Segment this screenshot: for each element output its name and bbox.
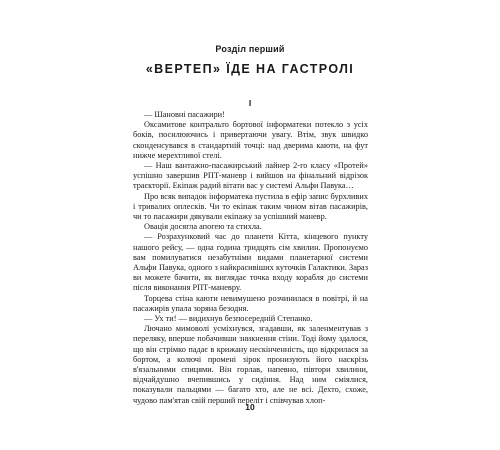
page-number: 10 (245, 402, 255, 412)
body-text (133, 110, 368, 406)
paragraph: — Розрахунковий час до планети Кітта, кінцевого пункту нашого рейсу, — одна година тридцять сім хвилин. Пропонуємо вам помилуватися незабутніми видами планетарної системи Альфи Павука, одного з найкрасивіших куточків Галактики. Зараз ви можете бачити, як виглядає точка входу корабля до системи після виконання РПТ-маневру. (133, 232, 368, 293)
paragraph: Оксамитове контральто бортової інформатеки потекло з усіх боків, посилюючись і привертаючи увагу. Втім, звук швидко сконденсувався в стандартній точці: над дверима каюти, на фут нижче мерехтливої стелі. (133, 120, 368, 160)
paragraph: — Наш вантажно-пасажирський лайнер 2-го класу «Протей» успішно завершив РПТ-маневр і вийшов на фінальний відрізок траєкторії. Екіпаж радий вітати вас у системі Альфи Павука… (133, 161, 368, 191)
paragraph: — Шановні пасажири! (144, 110, 225, 119)
section-number: I (248, 98, 252, 108)
paragraph: Торцева стіна каюти невимушено розчинилася в повітрі, й на пасажирів упала зоряна безодня. (133, 293, 368, 313)
paragraph: Овація досягла апогею та стихла. (144, 222, 262, 232)
paragraph: — Ух ти! — видихнув безпосередній Степанко. (144, 314, 313, 324)
chapter-label: Розділ перший (215, 44, 285, 54)
paragraph: Лючано мимоволі усміхнувся, згадавши, як заленментував з переляку, вперше побачивши зникнення стіни. Тоді йому здалося, що він стрімко падає в крижану нескінченність, що відкрилася за бортом, а колючі промені зірок пронизують його наскрізь в'язальними спицями. Він горлав, напевно, півтори хвилини, відчайдушно вчепившись у сидіння. Над ним сміялися, показували пальцями — багато хто, але не всі. Дехто, схоже, чудово пам'ятав свій перший переліт і співчував хлоп- (133, 324, 368, 405)
chapter-title: «ВЕРТЕП» ЇДЕ НА ГАСТРОЛІ (145, 62, 355, 76)
paragraph: Про всяк випадок інформатека пустила в ефір запис бурхливих і тривалих оплесків. Чи то екіпаж таким чином вітав пасажирів, чи то пасажири дякували екіпажу за успішний маневр. (133, 191, 368, 222)
